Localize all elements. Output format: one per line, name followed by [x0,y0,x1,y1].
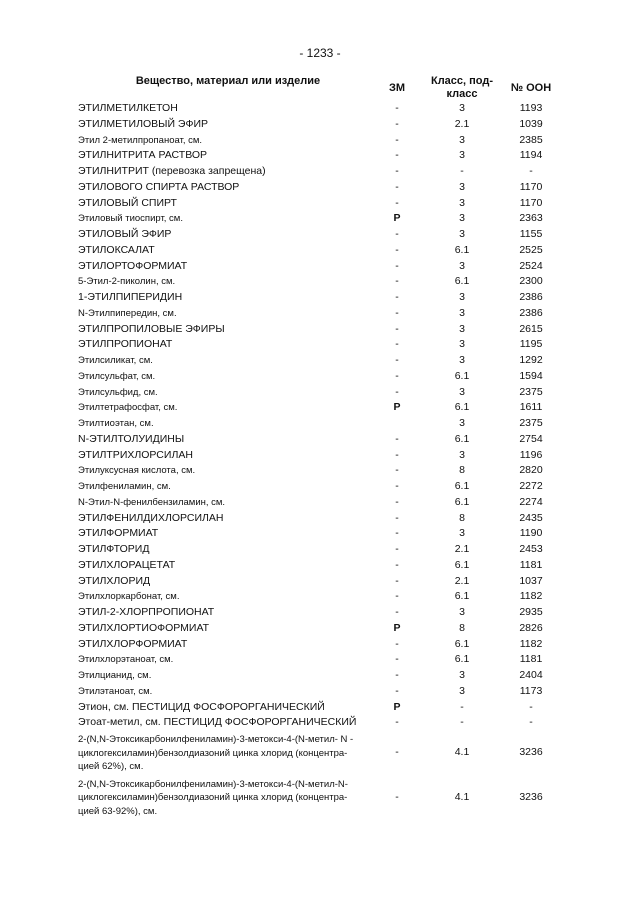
class-cell: 3 [459,669,465,681]
un-number-cell: 1194 [519,149,543,162]
table-row [0,542,640,558]
class-cell: - [460,165,464,177]
header-class: Класс, под-класс [430,75,494,100]
un-number-cell: 2826 [519,621,543,634]
zm-cell: - [395,527,399,540]
substance-name: ЭТИЛОВЫЙ ЭФИР [78,228,172,240]
class-cell: 6.1 [454,369,470,382]
header-substance: Вещество, материал или изделие [135,75,321,87]
class-cell: 6.1 [454,637,470,650]
un-number-cell: 2386 [519,306,543,319]
table-row [0,290,640,306]
table-row [0,243,640,259]
class-cell: 3 [459,354,465,366]
class-cell: 3 [459,322,465,335]
substance-name: ЭТИЛМЕТИЛКЕТОН [78,102,178,114]
substance-name-line: 2-(N,N-Этоксикарбонилфениламин)-3-метокси-4-(N-метил-N- [78,778,348,790]
class-cell: 3 [459,448,465,461]
class-cell: 4.1 [454,790,470,803]
substance-name: N-Этилпипередин, см. [78,307,177,319]
substance-name: ЭТИЛОКСАЛАТ [78,243,155,256]
table-row [0,776,640,821]
zm-cell: - [395,133,399,146]
zm-cell: - [395,432,399,445]
page-number: - 1233 - [299,46,341,60]
class-cell: 6.1 [454,590,470,603]
substance-name: Этион, см. ПЕСТИЦИД ФОСФОРОРГАНИЧЕСКИЙ [78,700,325,713]
zm-cell: - [395,790,399,803]
table-row [0,652,640,668]
substance-name [78,778,368,819]
table-row [0,180,640,196]
substance-name: Этилсульфид, см. [78,386,158,398]
un-number-cell: 2435 [519,511,543,524]
substance-name: ЭТИЛХЛОРТИОФОРМИАТ [78,621,210,634]
un-number-cell: 2935 [519,606,543,618]
table-row [0,196,640,212]
substance-name: ЭТИЛФЕНИЛДИХЛОРСИЛАН [78,511,224,524]
zm-cell: - [395,464,399,477]
un-number-cell: 1196 [519,448,543,461]
zm-cell: - [395,180,399,193]
table-row [0,400,640,416]
table-row [0,526,640,542]
un-number-cell: 1190 [519,527,543,540]
un-number-cell: - [529,716,533,729]
class-cell: 3 [459,196,465,209]
un-number-cell: 1182 [519,637,543,650]
substance-name-line: циклогексиламин)бензолдиазоний цинка хлорид (концентра- [78,747,348,759]
substance-name: ЭТИЛХЛОРИД [78,574,151,587]
zm-cell: - [395,243,399,256]
substance-name: Этилэтаноат, см. [78,685,153,697]
table-row [0,511,640,527]
substance-name: ЭТИЛПРОПИОНАТ [78,338,173,351]
class-cell: 6.1 [454,653,470,666]
table-row [0,337,640,353]
class-cell: - [460,700,464,713]
table-row [0,448,640,464]
zm-cell: - [395,322,399,335]
class-cell: 6.1 [454,275,470,288]
table-row [0,432,640,448]
un-number-cell: 1170 [519,196,543,209]
substance-name: Этилхлоркарбонат, см. [78,591,180,603]
zm-cell: - [395,669,399,681]
un-number-cell: 2272 [519,480,543,492]
zm-cell: - [395,102,399,114]
table-row [0,715,640,731]
zm-cell: - [395,511,399,524]
class-cell: 3 [459,606,465,618]
un-number-cell: 1195 [519,338,543,351]
un-number-cell: - [529,165,533,177]
substance-name: ЭТИЛТРИХЛОРСИЛАН [78,448,193,461]
un-number-cell: 2363 [519,212,543,225]
zm-cell: - [395,291,399,303]
un-number-cell: 1181 [519,558,543,571]
zm-cell: P [393,212,401,225]
un-number-cell: 2375 [519,417,543,429]
class-cell: 3 [459,306,465,319]
substance-name [78,733,368,774]
class-cell: 2.1 [454,117,470,130]
un-number-cell: 2820 [519,464,543,477]
zm-cell: - [395,275,399,288]
substance-name: ЭТИЛОРТОФОРМИАТ [78,259,188,272]
un-number-cell: 2754 [519,432,543,445]
table-row [0,322,640,338]
class-cell: 3 [459,291,465,303]
class-cell: 3 [459,417,465,429]
zm-cell: - [395,354,399,366]
substance-name-line: циклогексиламин)бензолдиазоний цинка хлорид (концентра- [78,792,348,803]
table-row [0,589,640,605]
table-row [0,353,640,369]
un-number-cell: 2385 [519,133,543,146]
header-un: № ООН [510,82,552,94]
zm-cell: - [395,684,399,697]
substance-name: Этиловый тиоспирт, см. [78,213,183,225]
zm-cell: - [395,606,399,618]
un-number-cell: 2300 [519,275,543,288]
zm-cell: - [395,716,399,729]
un-number-cell: 1193 [519,102,543,114]
class-cell: 6.1 [454,495,470,508]
substance-name: ЭТИЛ-2-ХЛОРПРОПИОНАТ [78,606,215,618]
zm-cell: - [395,196,399,209]
class-cell: 3 [459,102,465,114]
un-number-cell: 3236 [519,746,543,759]
class-cell: 3 [459,149,465,162]
un-number-cell: 1173 [519,684,543,697]
un-number-cell: - [529,700,533,713]
substance-name: ЭТИЛОВОГО СПИРТА РАСТВОР [78,180,240,193]
un-number-cell: 1182 [519,590,543,603]
un-number-cell: 2386 [519,291,543,303]
table-row [0,668,640,684]
table-row [0,306,640,322]
substance-name: Этилсульфат, см. [78,370,156,382]
table-row [0,274,640,290]
un-number-cell: 1037 [519,574,543,587]
substance-name: Этилсиликат, см. [78,355,153,366]
zm-cell: P [393,700,401,713]
zm-cell: - [395,117,399,130]
table-row [0,700,640,716]
substance-name: ЭТИЛФТОРИД [78,543,150,555]
un-number-cell: 1292 [519,354,543,366]
substance-name: Этилтиоэтан, см. [78,418,154,429]
class-cell: 8 [459,511,465,524]
table-row [0,637,640,653]
table-row [0,211,640,227]
table-row [0,416,640,432]
class-cell: 3 [459,338,465,351]
class-cell: 3 [459,133,465,146]
zm-cell: - [395,306,399,319]
substance-name: ЭТИЛПРОПИЛОВЫЕ ЭФИРЫ [78,322,225,335]
substance-name: ЭТИЛМЕТИЛОВЫЙ ЭФИР [78,117,209,130]
substance-name: ЭТИЛХЛОРАЦЕТАТ [78,558,176,571]
substance-name: ЭТИЛНИТРИТА РАСТВОР [78,149,208,162]
table-row [0,148,640,164]
zm-cell: - [395,448,399,461]
zm-cell: - [395,165,399,177]
un-number-cell: 2404 [519,669,543,681]
table-row [0,259,640,275]
class-cell: 3 [459,180,465,193]
un-number-cell: 3236 [519,790,543,803]
zm-cell: - [395,338,399,351]
zm-cell: - [395,259,399,272]
class-cell: 8 [459,464,465,477]
zm-cell: P [393,401,401,414]
substance-name: ЭТИЛОВЫЙ СПИРТ [78,196,177,209]
table-row [0,227,640,243]
un-number-cell: 1170 [519,180,543,193]
substance-name: Этилцианид, см. [78,670,152,681]
class-cell: 3 [459,527,465,540]
class-cell: 6.1 [454,558,470,571]
class-cell: - [460,716,464,729]
table-row [0,385,640,401]
class-cell: 3 [459,212,465,225]
table-row [0,558,640,574]
table-row [0,731,640,776]
substance-table [0,101,640,820]
zm-cell: P [393,621,401,634]
class-cell: 3 [459,385,465,398]
table-row [0,164,640,180]
un-number-cell: 1039 [519,117,543,130]
un-number-cell: 1611 [519,401,543,414]
zm-cell: - [395,637,399,650]
table-row [0,479,640,495]
class-cell: 6.1 [454,401,470,414]
zm-cell: - [395,369,399,382]
un-number-cell: 2453 [519,543,543,555]
un-number-cell: 2274 [519,495,543,508]
zm-cell: - [395,495,399,508]
un-number-cell: 2525 [519,243,543,256]
zm-cell: - [395,385,399,398]
table-row [0,684,640,700]
substance-name: ЭТИЛНИТРИТ (перевозка запрещена) [78,165,266,177]
substance-name: ЭТИЛХЛОРФОРМИАТ [78,637,188,650]
substance-name: 5-Этил-2-пиколин, см. [78,276,176,288]
class-cell: 3 [459,259,465,272]
class-cell: 4.1 [454,746,470,759]
un-number-cell: 1181 [519,653,543,666]
un-number-cell: 2375 [519,385,543,398]
zm-cell: - [395,480,399,492]
substance-name: N-Этил-N-фенилбензиламин, см. [78,496,226,508]
class-cell: 3 [459,228,465,240]
zm-cell: - [395,228,399,240]
substance-name: ЭТИЛФОРМИАТ [78,527,159,540]
table-row [0,495,640,511]
class-cell: 6.1 [454,480,470,492]
zm-cell: - [395,543,399,555]
class-cell: 6.1 [454,243,470,256]
substance-name: N-ЭТИЛТОЛУИДИНЫ [78,432,185,445]
substance-name: 1-ЭТИЛПИПЕРИДИН [78,291,183,303]
substance-name: Этоат-метил, см. ПЕСТИЦИД ФОСФОРОРГАНИЧЕСКИЙ [78,716,357,729]
table-row [0,574,640,590]
header-zm: ЗМ [388,82,406,94]
zm-cell: - [395,149,399,162]
zm-cell: - [395,558,399,571]
table-row [0,133,640,149]
table-row [0,369,640,385]
un-number-cell: 2524 [519,259,543,272]
substance-name: Этил 2-метилпропаноат, см. [78,134,203,146]
substance-name: Этилтетрафосфат, см. [78,402,178,414]
class-cell: 2.1 [454,543,470,555]
un-number-cell: 1155 [519,228,543,240]
table-row [0,621,640,637]
substance-name: Этилхлорэтаноат, см. [78,654,174,666]
substance-name: Этилуксусная кислота, см. [78,465,196,477]
zm-cell: - [395,574,399,587]
substance-name: Этилфениламин, см. [78,481,171,492]
class-cell: 2.1 [454,574,470,587]
table-row [0,463,640,479]
substance-name-line: 2-(N,N-Этоксикарбонилфениламин)-3-метокси-4-(N-метил- N - [78,734,354,745]
zm-cell: - [395,590,399,603]
class-cell: 3 [459,684,465,697]
un-number-cell: 2615 [519,322,543,335]
zm-cell: - [395,653,399,666]
un-number-cell: 1594 [519,369,543,382]
class-cell: 6.1 [454,432,470,445]
class-cell: 8 [459,621,465,634]
substance-name-line: цией 62%), см. [78,761,144,772]
table-row [0,117,640,133]
table-row [0,101,640,117]
substance-name-line: цией 63-92%), см. [78,805,158,817]
zm-cell: - [395,746,399,759]
table-row [0,605,640,621]
